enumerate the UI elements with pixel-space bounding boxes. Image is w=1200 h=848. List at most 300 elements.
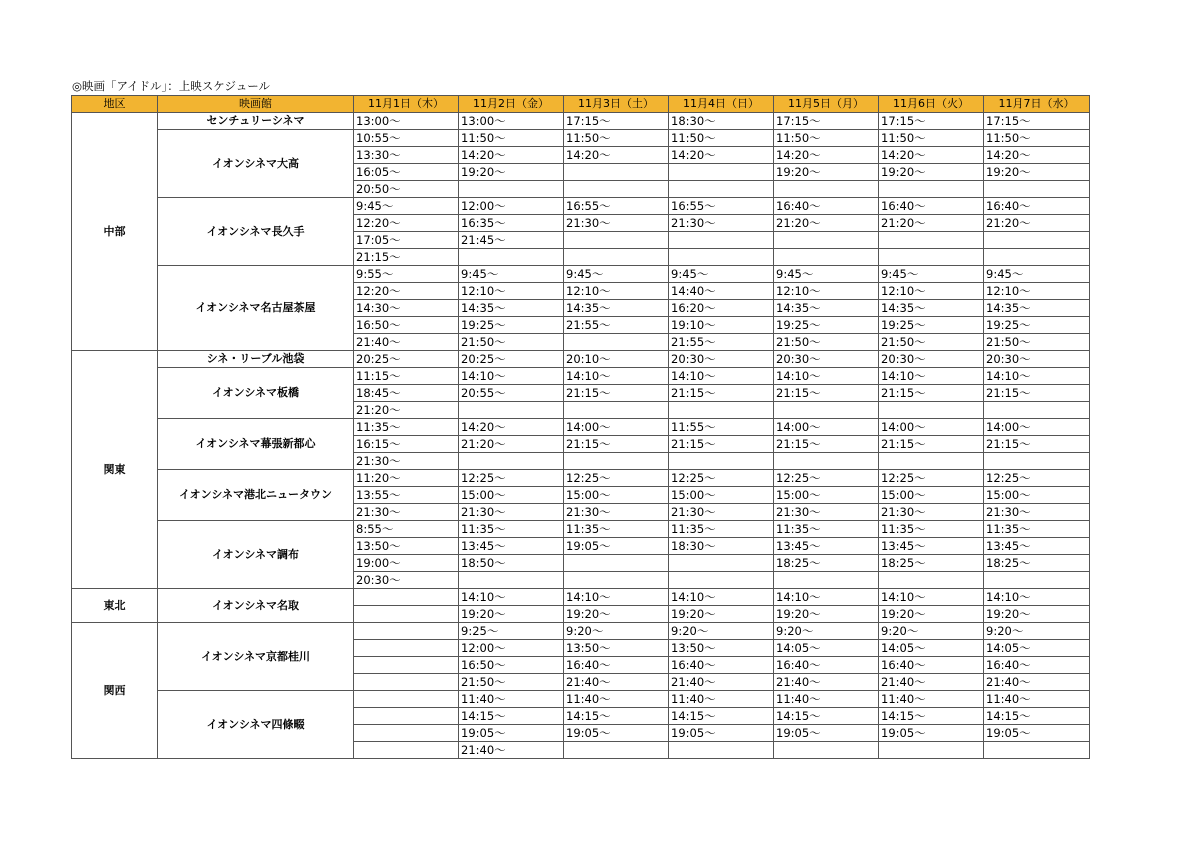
showtime-cell: 21:40～ [354, 334, 459, 351]
showtime-cell: 19:05～ [564, 725, 669, 742]
showtime-cell: 20:10～ [564, 351, 669, 368]
showtime-cell [774, 742, 879, 759]
showtime-cell: 16:35～ [459, 215, 564, 232]
showtime-cell: 13:45～ [774, 538, 879, 555]
showtime-cell: 9:45～ [774, 266, 879, 283]
showtime-cell: 18:30～ [669, 538, 774, 555]
showtime-cell: 14:10～ [984, 589, 1090, 606]
showtime-cell: 19:05～ [879, 725, 984, 742]
showtime-cell: 9:45～ [564, 266, 669, 283]
showtime-cell: 19:05～ [774, 725, 879, 742]
showtime-cell: 21:45～ [459, 232, 564, 249]
showtime-cell: 9:20～ [774, 623, 879, 640]
showtime-cell: 11:35～ [354, 419, 459, 436]
showtime-cell: 16:50～ [354, 317, 459, 334]
showtime-cell: 11:40～ [879, 691, 984, 708]
showtime-cell: 20:50～ [354, 181, 459, 198]
showtime-cell: 12:25～ [564, 470, 669, 487]
showtime-cell [879, 232, 984, 249]
showtime-cell: 11:35～ [774, 521, 879, 538]
showtime-cell: 14:10～ [564, 589, 669, 606]
showtime-cell: 12:20～ [354, 215, 459, 232]
cinema-name-cell: イオンシネマ四條畷 [158, 691, 354, 759]
showtime-cell: 14:20～ [564, 147, 669, 164]
showtime-cell: 21:20～ [774, 215, 879, 232]
showtime-cell: 21:15～ [564, 385, 669, 402]
showtime-cell: 12:25～ [984, 470, 1090, 487]
showtime-cell: 13:50～ [354, 538, 459, 555]
showtime-cell [564, 181, 669, 198]
showtime-cell: 18:50～ [459, 555, 564, 572]
showtime-cell [459, 249, 564, 266]
showtime-cell: 18:25～ [984, 555, 1090, 572]
showtime-cell: 19:05～ [459, 725, 564, 742]
showtime-cell: 11:20～ [354, 470, 459, 487]
showtime-cell [984, 249, 1090, 266]
showtime-cell: 19:20～ [984, 606, 1090, 623]
showtime-cell [879, 402, 984, 419]
showtime-cell: 16:40～ [879, 657, 984, 674]
schedule-row [72, 113, 1090, 130]
showtime-cell [354, 606, 459, 623]
showtime-cell: 19:05～ [984, 725, 1090, 742]
showtime-cell: 12:25～ [459, 470, 564, 487]
showtime-cell: 17:15～ [984, 113, 1090, 130]
showtime-cell [669, 555, 774, 572]
showtime-cell: 14:00～ [564, 419, 669, 436]
showtime-cell: 21:20～ [984, 215, 1090, 232]
showtime-cell: 12:00～ [459, 198, 564, 215]
showtime-cell: 14:30～ [354, 300, 459, 317]
showtime-cell [879, 181, 984, 198]
showtime-cell: 20:30～ [984, 351, 1090, 368]
cinema-name-cell: シネ・リーブル池袋 [158, 351, 354, 368]
cinema-name-cell: イオンシネマ京都桂川 [158, 623, 354, 691]
schedule-row [72, 130, 1090, 147]
showtime-cell: 19:20～ [459, 164, 564, 181]
schedule-row [72, 470, 1090, 487]
showtime-cell: 19:20～ [879, 606, 984, 623]
showtime-cell: 21:20～ [879, 215, 984, 232]
showtime-cell [354, 589, 459, 606]
showtime-cell: 9:20～ [564, 623, 669, 640]
showtime-cell: 15:00～ [984, 487, 1090, 504]
showtime-cell [669, 572, 774, 589]
showtime-cell: 19:20～ [564, 606, 669, 623]
showtime-cell [984, 572, 1090, 589]
showtime-cell: 14:10～ [669, 589, 774, 606]
showtime-cell: 21:50～ [879, 334, 984, 351]
showtime-cell: 19:25～ [984, 317, 1090, 334]
cinema-name-cell: イオンシネマ調布 [158, 521, 354, 589]
schedule-row [72, 589, 1090, 606]
showtime-cell: 11:40～ [984, 691, 1090, 708]
showtime-cell [564, 164, 669, 181]
showtime-cell: 15:00～ [564, 487, 669, 504]
showtime-cell: 12:25～ [879, 470, 984, 487]
showtime-cell: 15:00～ [459, 487, 564, 504]
header-date: 11月3日（土） [564, 96, 669, 113]
showtime-cell [564, 402, 669, 419]
showtime-cell: 19:00～ [354, 555, 459, 572]
showtime-cell: 9:45～ [459, 266, 564, 283]
showtime-cell: 11:50～ [669, 130, 774, 147]
showtime-cell: 12:10～ [984, 283, 1090, 300]
showtime-cell [984, 742, 1090, 759]
showtime-cell: 9:20～ [984, 623, 1090, 640]
showtime-cell: 20:30～ [669, 351, 774, 368]
showtime-cell: 21:30～ [669, 215, 774, 232]
schedule-row [72, 419, 1090, 436]
showtime-cell: 11:35～ [984, 521, 1090, 538]
showtime-cell [984, 181, 1090, 198]
showtime-cell: 21:40～ [774, 674, 879, 691]
showtime-cell: 14:15～ [459, 708, 564, 725]
schedule-body [72, 113, 1090, 759]
showtime-cell: 21:55～ [564, 317, 669, 334]
showtime-cell: 21:15～ [669, 436, 774, 453]
showtime-cell: 11:50～ [564, 130, 669, 147]
showtime-cell: 16:55～ [564, 198, 669, 215]
showtime-cell: 21:15～ [984, 436, 1090, 453]
header-date: 11月5日（月） [774, 96, 879, 113]
showtime-cell [459, 402, 564, 419]
showtime-cell [564, 453, 669, 470]
showtime-cell: 15:00～ [669, 487, 774, 504]
showtime-cell: 16:40～ [984, 657, 1090, 674]
showtime-cell: 21:15～ [669, 385, 774, 402]
showtime-cell: 10:55～ [354, 130, 459, 147]
showtime-cell: 8:55～ [354, 521, 459, 538]
schedule-row [72, 368, 1090, 385]
showtime-cell [669, 164, 774, 181]
showtime-cell: 16:05～ [354, 164, 459, 181]
showtime-cell: 16:40～ [984, 198, 1090, 215]
showtime-cell [354, 674, 459, 691]
showtime-cell: 14:10～ [459, 368, 564, 385]
showtime-cell: 14:15～ [879, 708, 984, 725]
showtime-cell: 19:05～ [564, 538, 669, 555]
showtime-cell: 12:10～ [879, 283, 984, 300]
showtime-cell: 9:55～ [354, 266, 459, 283]
showtime-cell: 19:25～ [774, 317, 879, 334]
showtime-cell: 21:50～ [774, 334, 879, 351]
showtime-cell: 14:40～ [669, 283, 774, 300]
showtime-cell: 21:15～ [879, 436, 984, 453]
showtime-cell: 21:30～ [459, 504, 564, 521]
showtime-cell: 21:50～ [984, 334, 1090, 351]
schedule-document [71, 78, 1089, 759]
showtime-cell: 13:00～ [354, 113, 459, 130]
schedule-row [72, 521, 1090, 538]
showtime-cell [564, 742, 669, 759]
cinema-name-cell: イオンシネマ長久手 [158, 198, 354, 266]
showtime-cell: 21:30～ [774, 504, 879, 521]
showtime-cell: 13:45～ [459, 538, 564, 555]
showtime-cell: 16:50～ [459, 657, 564, 674]
showtime-cell: 21:30～ [354, 504, 459, 521]
showtime-cell: 19:20～ [984, 164, 1090, 181]
showtime-cell: 11:40～ [669, 691, 774, 708]
showtime-cell [564, 249, 669, 266]
showtime-cell: 21:40～ [669, 674, 774, 691]
showtime-cell: 11:35～ [879, 521, 984, 538]
showtime-cell [459, 181, 564, 198]
showtime-cell: 14:10～ [984, 368, 1090, 385]
showtime-cell [669, 181, 774, 198]
showtime-cell: 15:00～ [879, 487, 984, 504]
showtime-cell [354, 742, 459, 759]
showtime-cell: 21:50～ [459, 674, 564, 691]
showtime-cell: 19:20～ [774, 164, 879, 181]
showtime-cell [774, 249, 879, 266]
showtime-cell [564, 555, 669, 572]
showtime-cell: 21:40～ [984, 674, 1090, 691]
showtime-cell: 12:20～ [354, 283, 459, 300]
showtime-cell: 14:10～ [459, 589, 564, 606]
schedule-row [72, 623, 1090, 640]
schedule-row [72, 266, 1090, 283]
region-cell: 関東 [72, 351, 158, 589]
showtime-cell [564, 572, 669, 589]
showtime-cell: 11:35～ [459, 521, 564, 538]
showtime-cell [459, 572, 564, 589]
showtime-cell [354, 623, 459, 640]
showtime-cell: 11:50～ [774, 130, 879, 147]
showtime-cell: 16:15～ [354, 436, 459, 453]
cinema-name-cell: イオンシネマ名古屋茶屋 [158, 266, 354, 351]
showtime-cell: 21:30～ [669, 504, 774, 521]
showtime-cell: 11:50～ [984, 130, 1090, 147]
showtime-cell: 19:20～ [459, 606, 564, 623]
region-cell: 中部 [72, 113, 158, 351]
cinema-name-cell: イオンシネマ大高 [158, 130, 354, 198]
cinema-name-cell: センチュリーシネマ [158, 113, 354, 130]
showtime-cell [774, 572, 879, 589]
showtime-cell: 16:40～ [774, 198, 879, 215]
cinema-name-cell: イオンシネマ名取 [158, 589, 354, 623]
header-date: 11月2日（金） [459, 96, 564, 113]
showtime-cell: 21:55～ [669, 334, 774, 351]
cinema-name-cell: イオンシネマ港北ニュータウン [158, 470, 354, 521]
showtime-cell: 15:00～ [774, 487, 879, 504]
showtime-cell: 9:25～ [459, 623, 564, 640]
showtime-cell: 20:30～ [879, 351, 984, 368]
showtime-cell [669, 453, 774, 470]
showtime-cell: 12:10～ [564, 283, 669, 300]
showtime-cell: 14:35～ [774, 300, 879, 317]
showtime-cell: 14:35～ [984, 300, 1090, 317]
showtime-cell: 14:05～ [879, 640, 984, 657]
showtime-cell: 14:20～ [459, 419, 564, 436]
schedule-table [71, 95, 1090, 759]
showtime-cell: 13:55～ [354, 487, 459, 504]
showtime-cell: 12:25～ [774, 470, 879, 487]
showtime-cell: 9:45～ [984, 266, 1090, 283]
cinema-name-cell: イオンシネマ幕張新都心 [158, 419, 354, 470]
showtime-cell: 14:15～ [984, 708, 1090, 725]
showtime-cell: 13:00～ [459, 113, 564, 130]
showtime-cell [669, 232, 774, 249]
showtime-cell: 18:25～ [774, 555, 879, 572]
showtime-cell: 20:30～ [774, 351, 879, 368]
showtime-cell: 19:25～ [459, 317, 564, 334]
showtime-cell: 17:15～ [564, 113, 669, 130]
showtime-cell: 14:15～ [669, 708, 774, 725]
showtime-cell [669, 249, 774, 266]
showtime-cell [774, 181, 879, 198]
showtime-cell: 14:20～ [879, 147, 984, 164]
showtime-cell [879, 453, 984, 470]
showtime-cell: 14:10～ [669, 368, 774, 385]
showtime-cell: 11:40～ [774, 691, 879, 708]
showtime-cell [879, 249, 984, 266]
showtime-cell: 14:20～ [669, 147, 774, 164]
showtime-cell [564, 232, 669, 249]
showtime-cell: 14:15～ [774, 708, 879, 725]
showtime-cell: 14:10～ [879, 368, 984, 385]
showtime-cell [984, 232, 1090, 249]
showtime-cell: 13:50～ [564, 640, 669, 657]
showtime-cell: 9:20～ [669, 623, 774, 640]
showtime-cell [879, 572, 984, 589]
showtime-cell: 14:00～ [774, 419, 879, 436]
header-date: 11月1日（木） [354, 96, 459, 113]
schedule-row [72, 198, 1090, 215]
showtime-cell: 18:30～ [669, 113, 774, 130]
showtime-cell [774, 453, 879, 470]
header-region: 地区 [72, 96, 158, 113]
showtime-cell: 9:20～ [879, 623, 984, 640]
showtime-cell: 20:25～ [459, 351, 564, 368]
showtime-cell [354, 657, 459, 674]
showtime-cell: 14:10～ [879, 589, 984, 606]
showtime-cell: 11:15～ [354, 368, 459, 385]
showtime-cell: 19:10～ [669, 317, 774, 334]
showtime-cell: 14:20～ [774, 147, 879, 164]
showtime-cell: 14:20～ [459, 147, 564, 164]
showtime-cell: 21:20～ [459, 436, 564, 453]
showtime-cell [354, 691, 459, 708]
showtime-cell: 18:25～ [879, 555, 984, 572]
showtime-cell: 16:40～ [879, 198, 984, 215]
showtime-cell: 17:15～ [879, 113, 984, 130]
showtime-cell: 14:05～ [984, 640, 1090, 657]
header-cinema: 映画館 [158, 96, 354, 113]
showtime-cell: 21:40～ [879, 674, 984, 691]
showtime-cell: 21:30～ [879, 504, 984, 521]
showtime-cell: 21:40～ [564, 674, 669, 691]
region-cell: 東北 [72, 589, 158, 623]
showtime-cell: 21:15～ [774, 385, 879, 402]
showtime-cell [984, 453, 1090, 470]
header-date: 11月7日（水） [984, 96, 1090, 113]
showtime-cell: 11:40～ [564, 691, 669, 708]
showtime-cell: 19:20～ [879, 164, 984, 181]
showtime-cell: 13:45～ [879, 538, 984, 555]
showtime-cell [879, 742, 984, 759]
showtime-cell: 16:40～ [669, 657, 774, 674]
showtime-cell [459, 453, 564, 470]
schedule-row [72, 691, 1090, 708]
showtime-cell: 14:35～ [879, 300, 984, 317]
showtime-cell: 12:00～ [459, 640, 564, 657]
schedule-row [72, 351, 1090, 368]
showtime-cell: 16:40～ [774, 657, 879, 674]
showtime-cell: 11:50～ [879, 130, 984, 147]
showtime-cell: 14:00～ [879, 419, 984, 436]
showtime-cell: 18:45～ [354, 385, 459, 402]
showtime-cell: 11:35～ [669, 521, 774, 538]
showtime-cell: 21:15～ [774, 436, 879, 453]
showtime-cell: 14:10～ [774, 589, 879, 606]
showtime-cell: 11:40～ [459, 691, 564, 708]
showtime-cell: 14:05～ [774, 640, 879, 657]
showtime-cell: 11:55～ [669, 419, 774, 436]
showtime-cell: 16:40～ [564, 657, 669, 674]
showtime-cell: 14:10～ [774, 368, 879, 385]
showtime-cell [354, 640, 459, 657]
showtime-cell: 16:20～ [669, 300, 774, 317]
showtime-cell: 9:45～ [669, 266, 774, 283]
showtime-cell [774, 402, 879, 419]
showtime-cell: 21:50～ [459, 334, 564, 351]
showtime-cell: 21:15～ [354, 249, 459, 266]
showtime-cell: 13:30～ [354, 147, 459, 164]
showtime-cell: 11:50～ [459, 130, 564, 147]
document-title: ◎映画「アイドル」：上映スケジュール [72, 79, 271, 93]
showtime-cell [669, 742, 774, 759]
showtime-cell: 21:40～ [459, 742, 564, 759]
showtime-cell: 19:05～ [669, 725, 774, 742]
showtime-cell [984, 402, 1090, 419]
showtime-cell: 14:35～ [459, 300, 564, 317]
showtime-cell: 12:25～ [669, 470, 774, 487]
cinema-name-cell: イオンシネマ板橋 [158, 368, 354, 419]
showtime-cell [354, 708, 459, 725]
header-row [72, 96, 1090, 113]
showtime-cell: 9:45～ [879, 266, 984, 283]
showtime-cell: 12:10～ [459, 283, 564, 300]
showtime-cell: 16:55～ [669, 198, 774, 215]
showtime-cell [669, 402, 774, 419]
showtime-cell: 21:30～ [564, 504, 669, 521]
showtime-cell: 13:50～ [669, 640, 774, 657]
showtime-cell [354, 725, 459, 742]
showtime-cell: 13:45～ [984, 538, 1090, 555]
showtime-cell: 21:30～ [984, 504, 1090, 521]
showtime-cell: 11:35～ [564, 521, 669, 538]
showtime-cell: 14:10～ [564, 368, 669, 385]
showtime-cell: 21:15～ [879, 385, 984, 402]
showtime-cell: 20:55～ [459, 385, 564, 402]
showtime-cell: 14:00～ [984, 419, 1090, 436]
showtime-cell: 14:20～ [984, 147, 1090, 164]
region-cell: 関西 [72, 623, 158, 759]
showtime-cell: 21:15～ [984, 385, 1090, 402]
showtime-cell: 19:20～ [774, 606, 879, 623]
showtime-cell: 12:10～ [774, 283, 879, 300]
showtime-cell: 21:30～ [564, 215, 669, 232]
header-date: 11月6日（火） [879, 96, 984, 113]
showtime-cell: 17:05～ [354, 232, 459, 249]
showtime-cell: 21:30～ [354, 453, 459, 470]
header-date: 11月4日（日） [669, 96, 774, 113]
showtime-cell [564, 334, 669, 351]
showtime-cell: 14:15～ [564, 708, 669, 725]
showtime-cell: 21:20～ [354, 402, 459, 419]
showtime-cell: 21:15～ [564, 436, 669, 453]
